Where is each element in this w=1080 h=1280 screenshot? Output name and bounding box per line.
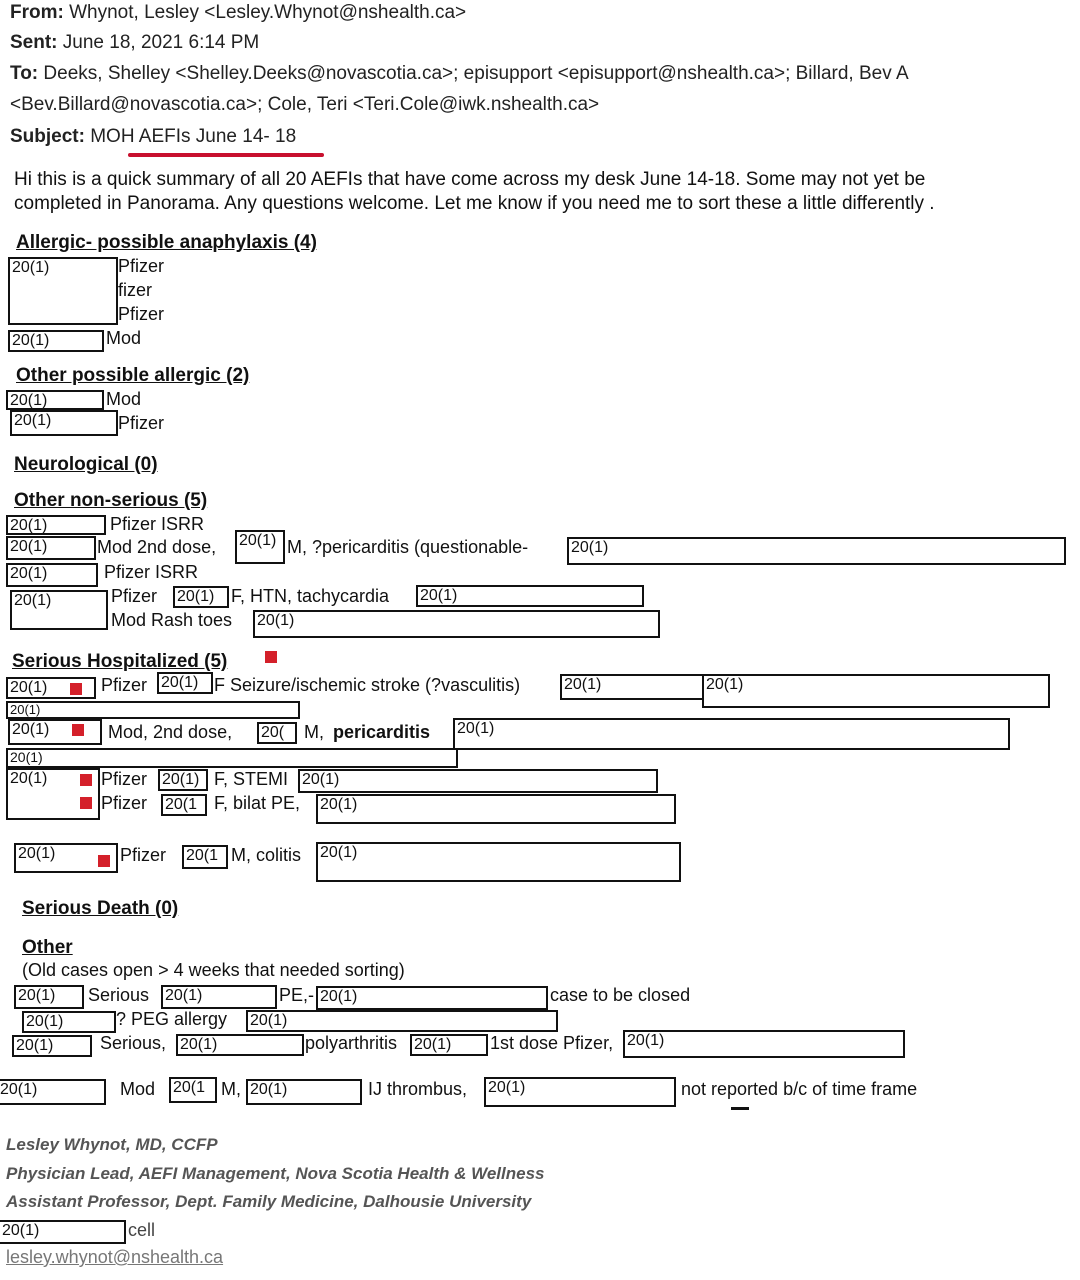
sent-value: June 18, 2021 6:14 PM	[62, 32, 260, 53]
redaction-box: 20(1)	[316, 986, 548, 1010]
case-description: not reported b/c of time frame	[681, 1079, 918, 1099]
section-other-note: (Old cases open > 4 weeks that needed sorting)	[22, 960, 405, 980]
vaccine-label: Mod	[106, 389, 142, 409]
redaction-box: 20(1)	[10, 410, 118, 436]
case-description: Pfizer	[101, 675, 148, 695]
case-description: Mod	[120, 1079, 156, 1099]
redaction-box: 20(	[257, 722, 297, 744]
subject-line	[10, 126, 296, 148]
red-flag-marker	[265, 651, 277, 663]
case-description: Pfizer	[111, 586, 158, 606]
redaction-box: 20(1)	[235, 530, 285, 564]
case-description: PE,-	[279, 985, 315, 1005]
case-description: F Seizure/ischemic stroke (?vasculitis)	[214, 675, 521, 695]
to-line-2	[10, 94, 599, 116]
signature-name: Lesley Whynot, MD, CCFP	[6, 1135, 218, 1154]
vaccine-label: Pfizer	[118, 304, 165, 324]
redaction-box: 20(1)	[6, 515, 106, 535]
case-description: F, bilat PE,	[214, 793, 301, 813]
redaction-box: 20(1)	[6, 768, 100, 820]
case-description: Pfizer ISRR	[104, 562, 199, 582]
case-description: M, ?pericarditis (questionable-	[287, 537, 529, 557]
redaction-box: 20(1)	[6, 701, 300, 719]
redaction-box: 20(1)	[410, 1034, 488, 1056]
redaction-box: 20(1)	[8, 257, 118, 325]
case-description: Serious,	[100, 1033, 167, 1053]
case-description: F, STEMI	[214, 769, 289, 789]
case-description: Mod 2nd dose,	[97, 537, 217, 557]
vaccine-label: Pfizer	[118, 256, 165, 276]
redaction-box: 20(1)	[161, 985, 277, 1009]
case-description: Pfizer	[101, 769, 148, 789]
redaction-box: 20(1)	[6, 677, 96, 699]
from-value: Whynot, Lesley <Lesley.Whynot@nshealth.ca>	[69, 2, 467, 23]
redaction-box: 20(1)	[157, 672, 213, 694]
redaction-box: 20(1)	[246, 1010, 558, 1032]
red-flag-marker	[72, 724, 84, 736]
case-description: Pfizer	[120, 845, 167, 865]
subject-label: Subject:	[10, 126, 85, 147]
redaction-box: 20(1)	[484, 1077, 676, 1107]
redaction-box: 20(1)	[173, 586, 229, 608]
signature-cell-label: cell	[128, 1220, 156, 1240]
redaction-box: 20(1)	[0, 1220, 126, 1244]
case-description: IJ thrombus,	[368, 1079, 468, 1099]
section-other-allergic: Other possible allergic (2)	[16, 365, 250, 386]
underline-mark	[731, 1107, 749, 1110]
from-line	[10, 2, 466, 24]
subject-highlight-underline	[128, 153, 324, 157]
redaction-box: 20(1)	[158, 769, 208, 791]
vaccine-label: Pfizer	[118, 413, 165, 433]
redaction-box: 20(1)	[6, 748, 458, 768]
case-description: Mod, 2nd dose,	[108, 722, 233, 742]
redaction-box: 20(1	[169, 1077, 217, 1103]
redaction-box: 20(1)	[623, 1030, 905, 1058]
section-other-non-serious: Other non-serious (5)	[14, 490, 208, 511]
redaction-box: 20(1)	[416, 585, 644, 607]
redaction-box: 20(1)	[316, 842, 681, 882]
to-line	[10, 63, 909, 85]
case-description: F, HTN, tachycardia	[231, 586, 390, 606]
intro-line-2: completed in Panorama. Any questions welcome. Let me know if you need me to sort these a little differently .	[14, 193, 935, 214]
section-other: Other	[22, 937, 73, 958]
redaction-box: 20(1)	[6, 536, 96, 560]
section-serious-hospitalized: Serious Hospitalized (5)	[12, 651, 228, 672]
redaction-box: 20(1)	[12, 1035, 92, 1057]
redaction-box: 20(1)	[567, 537, 1066, 565]
redaction-box: 20(1)	[298, 769, 658, 793]
signature-title-2: Assistant Professor, Dept. Family Medicine, Dalhousie University	[6, 1192, 532, 1211]
signature-title-1: Physician Lead, AEFI Management, Nova Scotia Health & Wellness	[6, 1164, 545, 1183]
section-neurological: Neurological (0)	[14, 454, 158, 475]
sent-label: Sent:	[10, 32, 58, 53]
redaction-box: 20(1)	[8, 330, 104, 352]
to-label: To:	[10, 63, 39, 84]
case-description: polyarthritis	[305, 1033, 398, 1053]
case-description: M,	[304, 722, 324, 742]
to-value-2: <Bev.Billard@novascotia.ca>; Cole, Teri <Teri.Cole@iwk.nshealth.ca>	[10, 94, 600, 115]
subject-value: MOH AEFIs June 14- 18	[90, 126, 297, 147]
red-flag-marker	[80, 774, 92, 786]
case-description: Mod Rash toes	[111, 610, 233, 630]
redaction-box: 20(1)	[14, 985, 84, 1009]
sent-line	[10, 32, 259, 54]
red-flag-marker	[98, 855, 110, 867]
to-value-1: Deeks, Shelley <Shelley.Deeks@novascotia.ca>; episupport <episupport@nshealth.ca>; Billard, Bev A	[43, 63, 909, 84]
case-description: Pfizer ISRR	[110, 514, 205, 534]
redaction-box: 20(1	[182, 845, 228, 869]
redaction-box: 20(1)	[10, 590, 108, 630]
section-allergic-anaphylaxis: Allergic- possible anaphylaxis (4)	[16, 232, 317, 253]
redaction-box: 20(1)	[6, 563, 98, 587]
case-description: case to be closed	[550, 985, 691, 1005]
redaction-box: 20(1)	[14, 843, 118, 873]
redaction-box: 20(1)	[560, 674, 704, 700]
vaccine-label: Mod	[106, 328, 142, 348]
redaction-box: 20(1)	[702, 674, 1050, 708]
case-description: pericarditis	[333, 722, 431, 742]
signature-email-link[interactable]: lesley.whynot@nshealth.ca	[6, 1247, 224, 1267]
from-label: From:	[10, 2, 64, 23]
case-description: Pfizer	[101, 793, 148, 813]
case-description: M, colitis	[231, 845, 302, 865]
redaction-box: 20(1)	[246, 1079, 362, 1105]
case-description: M,	[221, 1079, 241, 1099]
red-flag-marker	[70, 683, 82, 695]
redaction-box: 20(1)	[176, 1034, 304, 1056]
redaction-box: 20(1)	[22, 1011, 116, 1033]
redaction-box: 20(1)	[6, 390, 104, 410]
redaction-box: 20(1)	[316, 794, 676, 824]
redaction-box: 20(1	[161, 794, 207, 816]
intro-line-1: Hi this is a quick summary of all 20 AEFIs that have come across my desk June 14-18. Some may not yet be	[14, 169, 926, 190]
case-description: 1st dose Pfizer,	[490, 1033, 614, 1053]
redaction-box: 20(1)	[453, 718, 1010, 750]
section-serious-death: Serious Death (0)	[22, 898, 179, 919]
case-description: ? PEG allergy	[116, 1009, 228, 1029]
red-flag-marker	[80, 797, 92, 809]
redaction-box: 20(1)	[8, 719, 102, 745]
redaction-box: 20(1)	[0, 1079, 106, 1105]
case-description: Serious	[88, 985, 150, 1005]
vaccine-label: fizer	[118, 280, 153, 300]
redaction-box: 20(1)	[253, 610, 660, 638]
